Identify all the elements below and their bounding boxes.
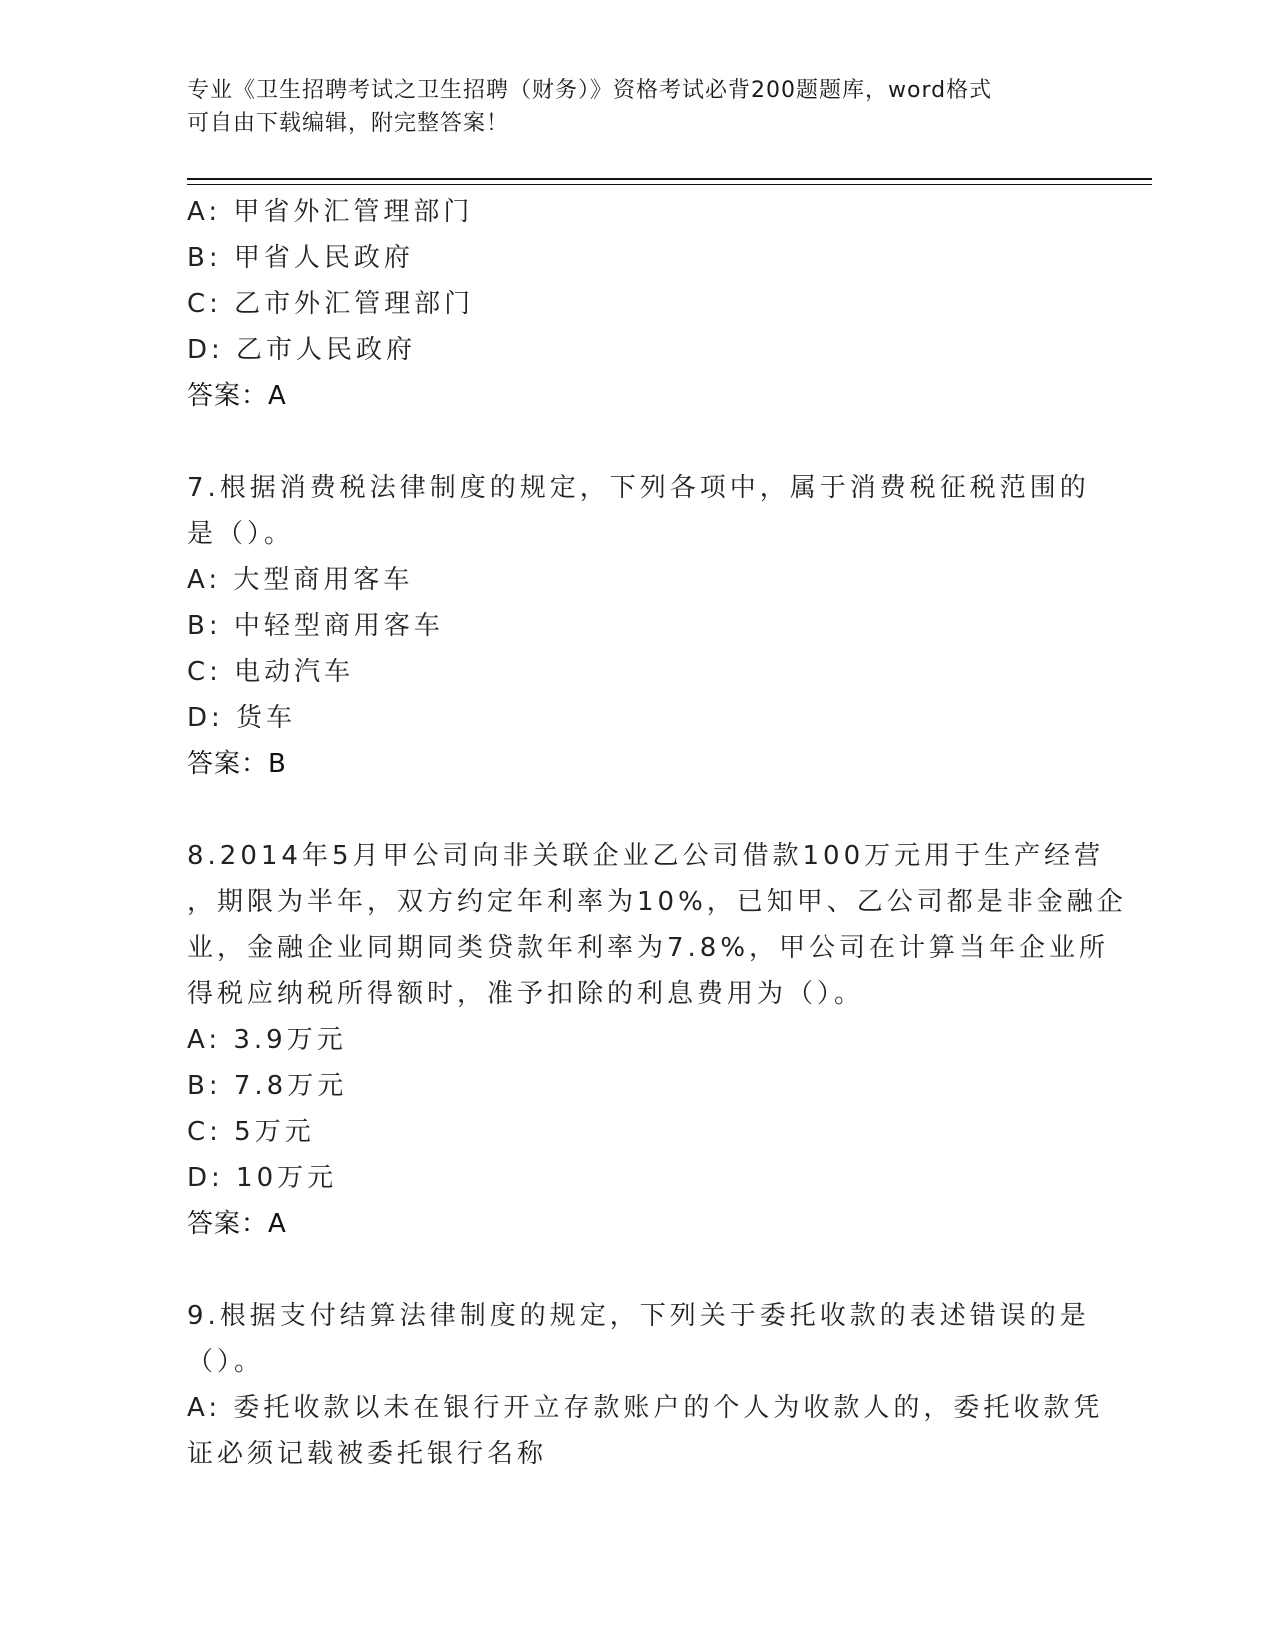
option-b: B: 甲省人民政府	[187, 243, 414, 273]
question-stem: ，期限为半年，双方约定年利率为10%，已知甲、乙公司都是非金融企	[187, 887, 1127, 917]
spacer	[187, 787, 1087, 833]
option-b: B: 7.8万元	[187, 1071, 348, 1101]
option-d: D: 10万元	[187, 1163, 338, 1193]
question-stem: 7.根据消费税法律制度的规定，下列各项中，属于消费税征税范围的	[187, 473, 1090, 503]
answer-label: 答案：B	[187, 749, 287, 779]
question-7	[187, 465, 1090, 787]
header-divider-thin	[187, 184, 1152, 185]
answer-label: 答案：A	[187, 1209, 287, 1239]
option-c: C: 5万元	[187, 1117, 315, 1147]
option-a: A: 大型商用客车	[187, 565, 414, 595]
header-line-2: 可自由下载编辑，附完整答案！	[187, 111, 510, 136]
question-8	[187, 833, 1127, 1247]
option-d: D: 货车	[187, 703, 297, 733]
question-stem: 业，金融企业同期同类贷款年利率为7.8%，甲公司在计算当年企业所	[187, 933, 1110, 963]
spacer	[187, 419, 1087, 465]
option-d: D: 乙市人民政府	[187, 335, 417, 365]
option-b: B: 中轻型商用客车	[187, 611, 444, 641]
option-a: A: 委托收款以未在银行开立存款账户的个人为收款人的，委托收款凭	[187, 1393, 1104, 1423]
option-a: A: 3.9万元	[187, 1025, 347, 1055]
header-divider-thick	[187, 178, 1152, 180]
option-a-continued: 证必须记载被委托银行名称	[187, 1439, 548, 1469]
option-c: C: 电动汽车	[187, 657, 355, 687]
spacer	[187, 1247, 1087, 1293]
option-c: C: 乙市外汇管理部门	[187, 289, 475, 319]
question-stem: 9.根据支付结算法律制度的规定，下列关于委托收款的表述错误的是	[187, 1301, 1090, 1331]
question-list	[187, 189, 1127, 1477]
question-stem: 得税应纳税所得额时，准予扣除的利息费用为（）。	[187, 979, 865, 1009]
question-6	[187, 189, 1087, 419]
header-line-1: 专业《卫生招聘考试之卫生招聘（财务）》资格考试必背200题题库，word格式	[187, 78, 993, 103]
question-9	[187, 1293, 1104, 1477]
question-stem: 8.2014年5月甲公司向非关联企业乙公司借款100万元用于生产经营	[187, 841, 1105, 871]
answer-label: 答案：A	[187, 381, 287, 411]
option-a: A: 甲省外汇管理部门	[187, 197, 474, 227]
document-header	[187, 74, 1087, 140]
question-stem: （）。	[187, 1347, 265, 1377]
question-stem: 是（）。	[187, 519, 295, 549]
